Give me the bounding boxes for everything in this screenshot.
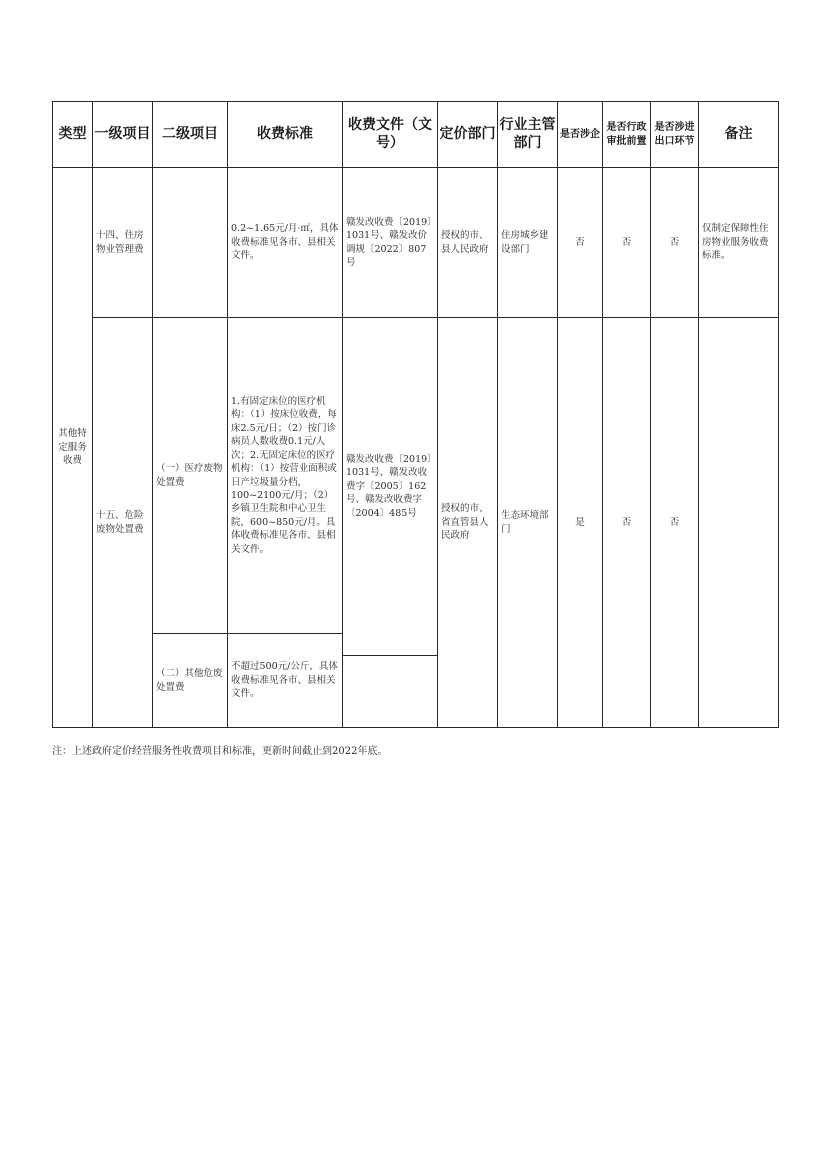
- row15-level1: 十五、危险废物处置费: [93, 318, 153, 728]
- row14-document: 赣发改收费〔2019〕1031号、赣发改价调规〔2022〕807号: [343, 168, 438, 318]
- row15-sub2-level2: （二）其他危废处置费: [153, 634, 228, 728]
- row14-import-export: 否: [651, 168, 699, 318]
- row15-document: 赣发改收费〔2019〕1031号、赣发改收费字〔2005〕162号、赣发改收费字〔2004〕485号: [343, 318, 438, 656]
- header-level1: 一级项目: [93, 102, 153, 168]
- row15-import-export: 否: [651, 318, 699, 728]
- row14-pricing-dept: 授权的市、县人民政府: [438, 168, 498, 318]
- header-level2: 二级项目: [153, 102, 228, 168]
- row15-industry-dept: 生态环境部门: [498, 318, 558, 728]
- table-row-15a: [53, 318, 779, 634]
- header-standard: 收费标准: [228, 102, 343, 168]
- header-involves-enterprise: 是否涉企: [558, 102, 603, 168]
- header-document: 收费文件（文号）: [343, 102, 438, 168]
- table-row-14: [53, 168, 779, 318]
- row14-involves-enterprise: 否: [558, 168, 603, 318]
- row15-sub1-level2: （一）医疗废物处置费: [153, 318, 228, 634]
- header-pricing-dept: 定价部门: [438, 102, 498, 168]
- fee-table: [52, 101, 779, 728]
- header-industry-dept: 行业主管部门: [498, 102, 558, 168]
- row15-admin-approval: 否: [603, 318, 651, 728]
- category-cell: [53, 168, 93, 728]
- footnote: 注：上述政府定价经营服务性收费项目和标准，更新时间截止到2022年底。: [52, 746, 388, 757]
- header-row: [53, 102, 779, 168]
- row15-sub1-standard: 1.有固定床位的医疗机构：（1）按床位收费，每床2.5元/日；（2）按门诊病员人数收费0.1元/人次；2.无固定床位的医疗机构：（1）按营业面积或日产垃圾量分档，100~2100元/月；（2）乡镇卫生院和中心卫生院，600~850元/月。具体收费标准见各市、县相关文件。: [228, 318, 343, 634]
- header-type: 类型: [53, 102, 93, 168]
- header-import-export: 是否涉进出口环节: [651, 102, 699, 168]
- row14-level1: 十四、住房物业管理费: [93, 168, 153, 318]
- category-text: 其他特定服务收费: [58, 428, 87, 467]
- row14-admin-approval: 否: [603, 168, 651, 318]
- fee-table-container: [52, 101, 778, 727]
- row14-industry-dept: 住房城乡建设部门: [498, 168, 558, 318]
- row14-remarks: 仅制定保障性住房物业服务收费标准。: [699, 168, 779, 318]
- row15-sub2-standard: 不超过500元/公斤，具体收费标准见各市、县相关文件。: [228, 634, 343, 728]
- row14-standard: 0.2~1.65元/月·㎡，具体收费标准见各市、县相关文件。: [228, 168, 343, 318]
- row15-pricing-dept: 授权的市、省直管县人民政府: [438, 318, 498, 728]
- row15-document-blank: [343, 656, 438, 728]
- row14-level2: [153, 168, 228, 318]
- header-admin-approval: 是否行政审批前置: [603, 102, 651, 168]
- header-remarks: 备注: [699, 102, 779, 168]
- row15-involves-enterprise: 是: [558, 318, 603, 728]
- row15-remarks: [699, 318, 779, 728]
